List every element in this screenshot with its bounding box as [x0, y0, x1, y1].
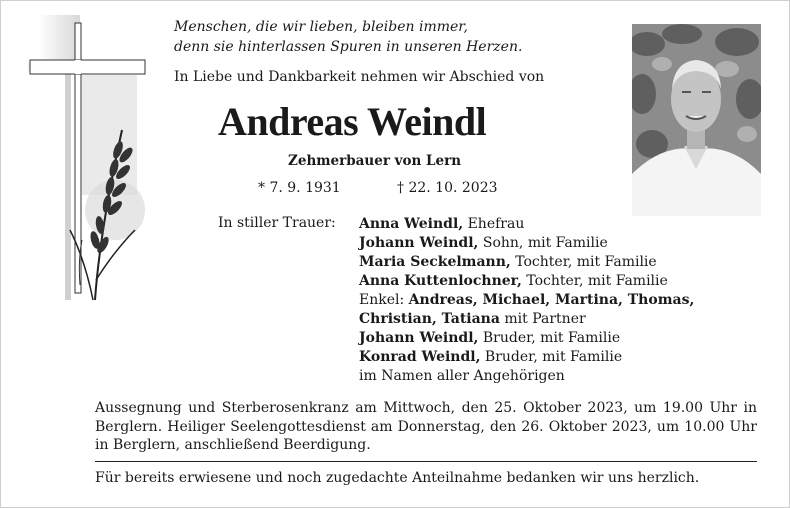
motto: [174, 17, 522, 57]
mourner-name: Maria Seckelmann,: [359, 254, 511, 270]
mourners-list: [359, 215, 694, 386]
mourner-name: Johann Weindl,: [359, 235, 479, 251]
grandchildren-line-1: [359, 291, 694, 310]
mourner-name: Anna Kuttenlochner,: [359, 273, 522, 289]
death-date: † 22. 10. 2023: [397, 180, 498, 196]
wheat-icon: [60, 110, 150, 310]
mourner-relation: Tochter, mit Familie: [521, 273, 668, 289]
mourning-label: In stiller Trauer:: [218, 215, 336, 231]
grandchildren-suffix: mit Partner: [499, 311, 586, 327]
deceased-name: Andreas Weindl: [218, 99, 487, 144]
birth-date: * 7. 9. 1931: [258, 180, 341, 196]
all-relatives: im Namen aller Angehörigen: [359, 368, 565, 384]
mourner-relation: Sohn, mit Familie: [478, 235, 608, 251]
list-item: [359, 348, 694, 367]
grandchildren-line-2: [359, 310, 694, 329]
service-details: Aussegnung und Sterberosenkranz am Mittwoch, den 25. Oktober 2023, um 19.00 Uhr in Berglern. Heiliger Seelengottesdienst am Donnerstag, den 26. Oktober 2023, um 10.00 Uhr in Berglern, anschließend Beerdigung.: [95, 400, 757, 453]
motto-line-1: Menschen, die wir lieben, bleiben immer,: [174, 19, 468, 35]
thanks-text: Für bereits erwiesene und noch zugedachte Anteilnahme bedanken wir uns herzlich.: [95, 470, 700, 486]
grandchildren-names: Andreas, Michael, Martina, Thomas,: [408, 292, 695, 308]
list-item: [359, 272, 694, 291]
divider: [95, 461, 757, 462]
motto-line-2: denn sie hinterlassen Spuren in unseren Herzen.: [174, 39, 523, 55]
list-item: [359, 329, 694, 348]
grandchildren-names: Christian, Tatiana: [359, 311, 500, 327]
mourner-relation: Tochter, mit Familie: [510, 254, 657, 270]
mourner-name: Anna Weindl,: [359, 216, 464, 232]
mourner-relation: Bruder, mit Familie: [480, 349, 623, 365]
portrait-photo: [632, 24, 761, 216]
list-item: [359, 253, 694, 272]
mourner-name: Konrad Weindl,: [359, 349, 481, 365]
list-item: [359, 215, 694, 234]
mourner-name: Johann Weindl,: [359, 330, 479, 346]
list-item: [359, 234, 694, 253]
intro-text: In Liebe und Dankbarkeit nehmen wir Abschied von: [174, 69, 545, 85]
mourner-relation: Bruder, mit Familie: [478, 330, 621, 346]
mourner-relation: Ehefrau: [463, 216, 525, 232]
grandchildren-prefix: Enkel:: [359, 292, 409, 308]
deceased-subtitle: Zehmerbauer von Lern: [288, 153, 462, 169]
